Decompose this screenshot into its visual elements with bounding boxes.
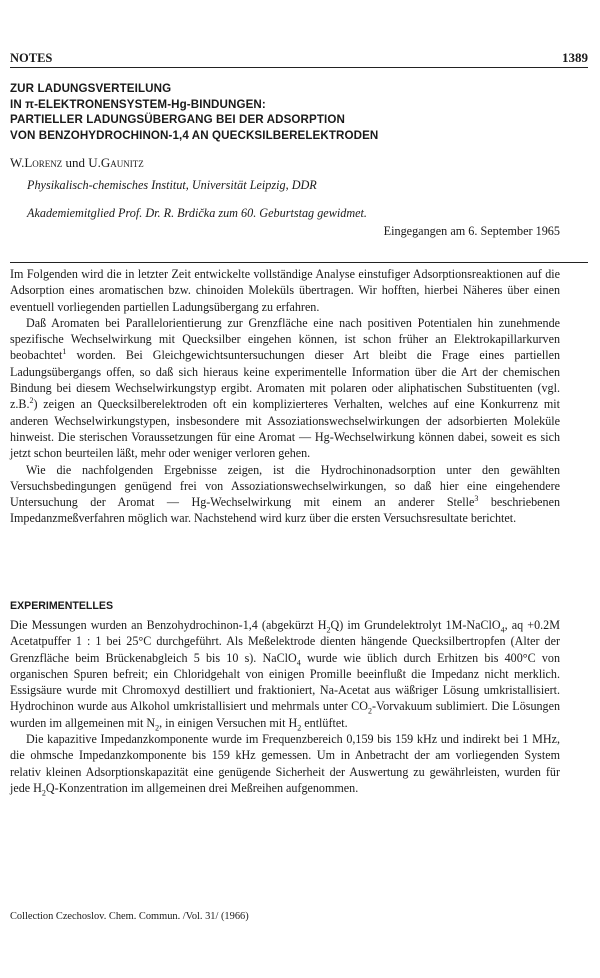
introduction [10, 266, 560, 527]
title-rule [10, 262, 588, 263]
reference-2: 2 [29, 396, 34, 406]
affiliation: Physikalisch-chemisches Institut, Universität Leipzig, DDR [27, 178, 317, 192]
author-2-initial: U. [88, 155, 101, 170]
journal-footer: Collection Czechoslov. Chem. Commun. /Vol. 31/ (1966) [10, 911, 249, 922]
text-run: wurde wie üblich durch Erhitzen bis 400°C von organischen Spuren befreit; ein Chloridgehalt von einigen Promille beeinflußt die Impedanz nicht merklich. Essigsäure wurde mit Chromoxyd destilliert und fraktioniert, Na-Acetat aus wäßriger Lösung umkristallisiert. Hydrochinon wurde aus Alkohol umkristallisiert und mehrmals unter CO [10, 650, 560, 714]
article-title [10, 81, 570, 143]
author-line [10, 155, 144, 171]
author-1-name: Lorenz [24, 155, 63, 170]
subscript: 2 [326, 625, 331, 635]
experimental-paragraph-2 [10, 731, 560, 796]
text-run: ) zeigen an Quecksilberelektroden oft ein komplizierteres Verhalten, welches auf eine Konkurrenz mit anderen Wechselwirkungstypen, insbesondere mit Assoziationswechselwirkungen der adsorbierten Moleküle hinweist. Die sterischen Voraussetzungen für eine Aromat — Hg-Wechselwirkung können dabei, soweit es sich jetzt schon beurteilen läßt, mehr oder weniger verloren gehen. [10, 397, 560, 461]
author-1-initial: W. [10, 155, 25, 170]
subscript: 4 [500, 625, 505, 635]
received-date: Eingegangen am 6. September 1965 [383, 224, 560, 238]
intro-paragraph-1: Im Folgenden wird die in letzter Zeit entwickelte vollständige Analyse einstufiger Adsorptionsreaktionen auf die Adsorption eines aromatischen bzw. chinoiden Moleküls übertragen. Wir hofften, hierbei Näheres über einen eventuell vorliegenden partiellen Ladungsübergang zu erfahren. [10, 267, 560, 314]
text-run: worden. Bei Gleichgewichtsuntersuchungen dieser Art bleibt die Frage eines partiellen Ladungsübergangs offen, so daß sich hieraus keine experimentelle Information über die Art der chemischen Bindung bei diesem Wechselwirkungstyp ergibt. Aromaten mit polaren oder aliphatischen Substituenten (vgl. z.B. [10, 348, 560, 412]
author-2-name: Gaunitz [100, 155, 144, 170]
reference-1: 1 [62, 347, 67, 357]
header-rule [10, 67, 588, 68]
text-run: Die Messungen wurden an Benzohydrochinon-1,4 (abgekürzt H [10, 618, 327, 632]
text-run: Die kapazitive Impedanzkomponente wurde im Frequenzbereich 0,159 bis 159 kHz und indirekt bei 1 MHz, die ohmsche Impedanzkomponente bis 159 kHz gemessen. Um in Anbetracht der am vorliegenden System relativ kleinen Adsorptionskapazität eine genügende Sicherheit der Auswertung zu gewährleisten, wurden für jede H [10, 732, 560, 795]
author-connector: und [62, 155, 89, 170]
subscript: 2 [41, 788, 46, 798]
title-line: ZUR LADUNGSVERTEILUNG [10, 82, 172, 95]
title-line: IN π-ELEKTRONENSYSTEM-Hg-BINDUNGEN: [10, 97, 266, 111]
text-run: entlüftet. [301, 715, 348, 730]
subscript: 4 [296, 658, 301, 667]
subscript: 2 [297, 723, 302, 733]
text-run: , aq +0.2M Acetatpuffer 1 : 1 bei 25°C durchgeführt. Als Meßelektrode dienten hängende Quecksilbertropfen (Alter der Grenzfläche beim Brückenabgleich 5 bis 10 s). NaClO [10, 618, 560, 665]
text-run: Q) im Grundelektrolyt 1M-NaClO [330, 618, 501, 632]
text-run: Wie die nachfolgenden Ergebnisse zeigen, ist die Hydrochinonadsorption unter den gewählten Versuchsbedingungen genügend frei von Assoziationswechselwirkungen, so daß hier eine eingehendere Untersuchung der Aromat — Hg-Wechselwirkung mit einem an anderer Stelle [10, 462, 560, 510]
reference-3: 3 [474, 494, 479, 504]
intro-paragraph-2 [10, 315, 560, 462]
subscript: 2 [367, 706, 372, 716]
text-run: beschriebenen Impedanzmeßverfahren möglich war. Nachstehend wird kurz über die ersten Versuchsresultate berichtet. [10, 495, 560, 526]
experimental-paragraph-1 [10, 617, 560, 731]
title-line: PARTIELLER LADUNGSÜBERGANG BEI DER ADSORPTION [10, 113, 345, 126]
section-label: NOTES [10, 51, 53, 65]
text-run: -Vorvakuum sublimiert. Die Lösungen wurden im allgemeinen mit N [10, 699, 560, 730]
title-line: VON BENZOHYDROCHINON-1,4 AN QUECKSILBERELEKTRODEN [10, 128, 379, 142]
text-run: Q-Konzentration im allgemeinen drei Meßreihen aufgenommen. [45, 780, 359, 795]
text-run: , in einigen Versuchen mit H [159, 715, 298, 730]
experimental-section [10, 617, 560, 796]
intro-paragraph-3 [10, 462, 560, 527]
page-number: 1389 [562, 50, 588, 65]
running-header [10, 50, 588, 66]
dedication: Akademiemitglied Prof. Dr. R. Brdička zum 60. Geburtstag gewidmet. [27, 206, 367, 220]
section-heading-experimental: EXPERIMENTELLES [10, 600, 114, 612]
subscript: 2 [155, 723, 160, 733]
text-run: Daß Aromaten bei Parallelorientierung zur Grenzfläche eine nach positiven Potentialen hin zunehmende spezifische Wechselwirkung mit Quecksilber eingehen können, ist schon früher an Elektrokapillarkurven beobachtet [10, 315, 560, 363]
